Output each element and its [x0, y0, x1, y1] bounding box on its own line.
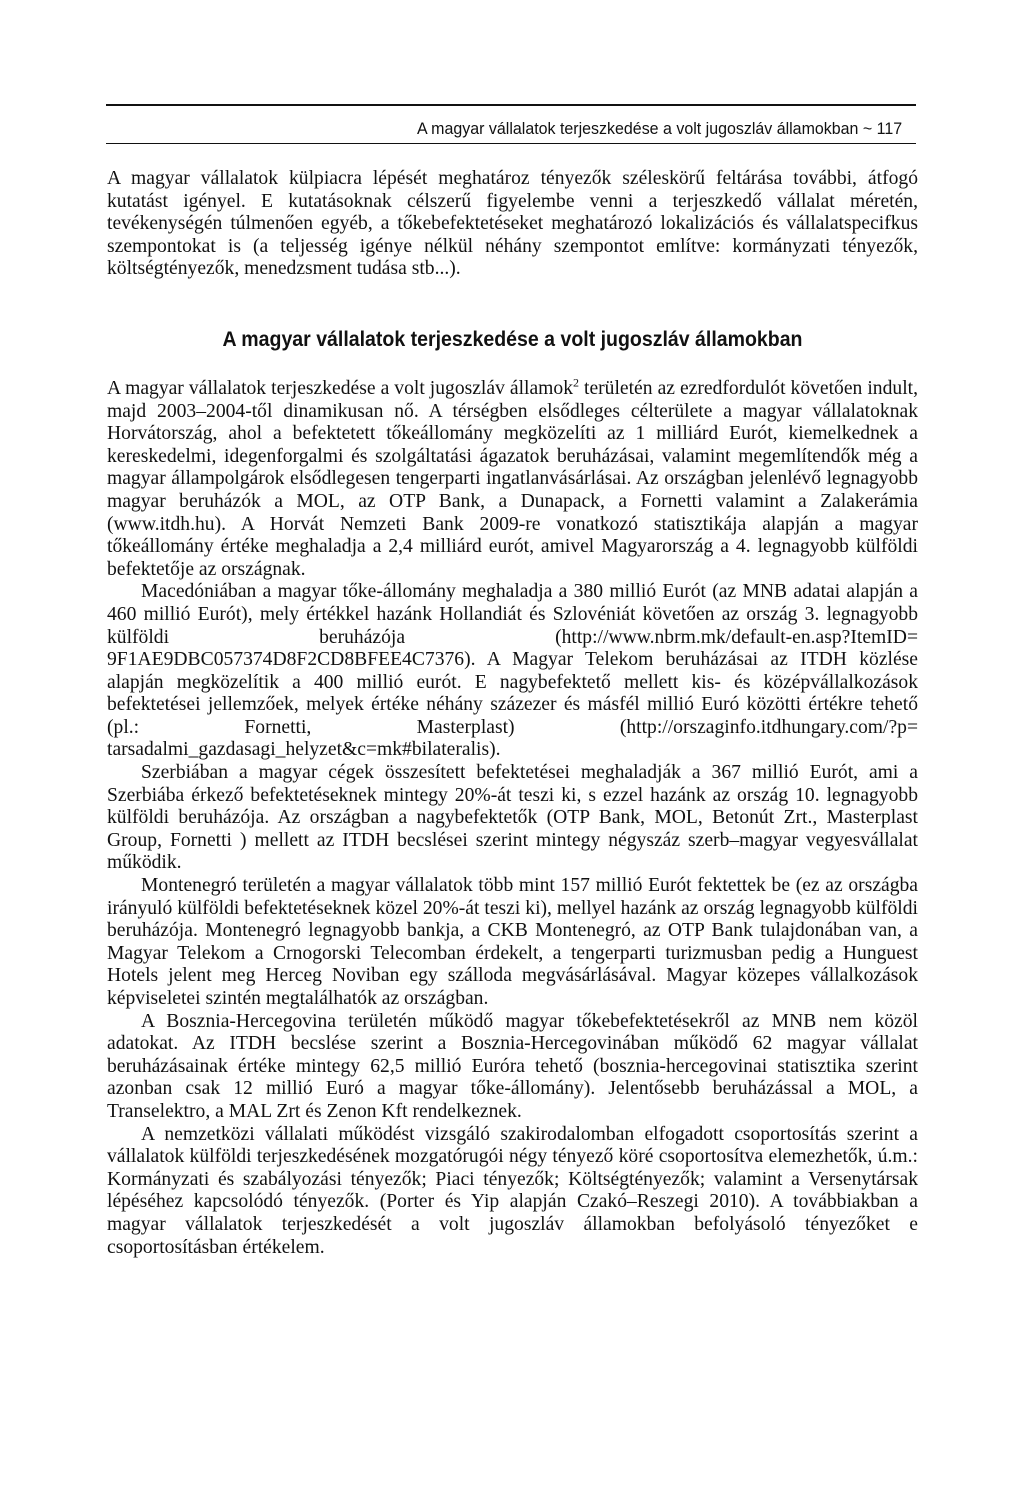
header-separator: ~	[862, 119, 873, 138]
paragraph-macedonia: Macedóniában a magyar tőke-állomány meghaladja a 380 millió Eurót (az MNB adatai alapján a 460 millió Eurót), mely értékkel hazánk Hollandiát és Szlovéniát követően az ország 3. legnagyobb külföldi beruházója (http://www.nbrm.mk/default-en.asp?ItemID= 9F1AE9DBC057374D8F2CD8BFEE4C7376). A Magyar Telekom beruházásai az ITDH közlése alapján megközelítik a 400 millió eurót. E nagybefektető mellett kis- és középvállalkozások befektetései jellemzőek, melyek értéke néhány százezer és másfél millió Euró közötti értékre tehető (pl.: Fornetti, Masterplast) (http://orszaginfo.itdhungary.com/?p= tarsadalmi_gazdasagi_helyzet&c=mk#bilateralis).	[107, 581, 918, 761]
paragraph-serbia: Szerbiában a magyar cégek összesített befektetései meghaladják a 367 millió Eurót, ami a Szerbiába érkező befektetéseknek mintegy 20%-át teszi ki, s ezzel hazánk az ország 10. legnagyobb külföldi beruházója. Az országban a nagybefektetők (OTP Bank, MOL, Betonút Zrt., Masterplast Group, Fornetti ) mellett az ITDH becslései szerint mintegy négyszáz szerb–magyar vegyesvállalat működik.	[107, 762, 918, 874]
paragraph-montenegro: Montenegró területén a magyar vállalatok több mint 157 millió Eurót fektettek be (ez az országba irányuló külföldi befektetéseknek közel 20%-át teszi ki), mellyel hazánk az ország legnagyobb külföldi beruházója. Montenegró legnagyobb bankja, a CKB Montenegró, az OTP Bank tulajdonában van, a Magyar Telekom a Crnogorski Telecomban érdekelt, a tengerparti turizmusban pedig a Hunguest Hotels jelent meg Herceg Noviban egy szálloda megvásárlásával. Magyar közepes vállalkozások képviseletei szintén megtalálhatók az országban.	[107, 875, 918, 1009]
page-body	[107, 168, 918, 1259]
running-title: A magyar vállalatok terjeszkedése a volt jugoszláv államokban	[416, 119, 859, 138]
intro-paragraph: A magyar vállalatok külpiacra lépését meghatároz tényezők széleskörű feltárása további, átfogó kutatást igényel. E kutatásoknak célszerű figyelembe venni a terjeszkedő vállalat méretén, tevékenységén túlmenően egyéb, a tőkebefektetéseket meghatározó lokalizációs és vállalatspecifkus szempontokat is (a teljesség igénye nélkül néhány szempontot említve: kormányzati tényezők, költségtényezők, menedzsment tudása stb...).	[107, 168, 918, 280]
paragraph-croatia-start: A magyar vállalatok terjeszkedése a volt jugoszláv államok	[107, 377, 573, 399]
paragraph-croatia-rest: területén az ezredfordulót követően indult, majd 2003–2004-től dinamikusan nő. A térségben elsődleges célterülete a magyar vállalatoknak Horvátország, ahol a befektetett tőkeállomány megközelíti az 1 milliárd Eurót, kiemelkednek a kereskedelmi, idegenforgalmi és szolgáltatási ágazatok beruházásai, valamint megemlítendők még a magyar állampolgárok elsődlegesen tengerparti ingatlanvásárlásai. Az országban jelenlévő legnagyobb magyar beruházók a MOL, az OTP Bank, a Dunapack, a Fornetti valamint a Zalakerámia (www.itdh.hu). A Horvát Nemzeti Bank 2009-re vonatkozó statisztikája alapján a magyar tőkeállomány értéke meghaladja a 2,4 milliárd eurót, amivel Magyarország a 4. legnagyobb külföldi befektetője az országnak.	[107, 377, 918, 580]
section-heading: A magyar vállalatok terjeszkedése a volt jugoszláv államokban	[222, 327, 803, 351]
running-header-text	[417, 119, 902, 139]
paragraph-croatia	[107, 375, 918, 581]
footnote-reference: 2	[573, 375, 579, 390]
page-number: 117	[876, 119, 902, 138]
paragraph-grouping: A nemzetközi vállalati működést vizsgáló szakirodalomban elfogadott csoportosítás szerint a vállalatok külföldi terjeszkedésének mozgatórugói négy tényező köré csoportosítva elemezhetők, ú.m.: Kormányzati és szabályozási tényezők; Piaci tényezők; Költségtényezők; valamint a Versenytársak lépéséhez kapcsolódó tényezők. (Porter és Yip alapján Czakó–Reszegi 2010). A továbbiakban a magyar vállalatok terjeszkedését a volt jugoszláv államokban befolyásoló tényezőket e csoportosításban értékelem.	[107, 1123, 918, 1258]
running-header	[106, 104, 916, 144]
paragraph-bosnia: A Bosznia-Hercegovina területén működő magyar tőkebefektetésekről az MNB nem közöl adatokat. Az ITDH becslése szerint a Bosznia-Hercegovinában működő 62 magyar vállalat beruházásainak értéke mintegy 62,5 millió Euróra tehető (bosznia-hercegovinai statisztika szerint azonban csak 12 millió Euró a magyar tőke-állomány). Jelentősebb beruházással a MOL, a Transelektro, a MAL Zrt és Zenon Kft rendelkeznek.	[107, 1010, 918, 1122]
